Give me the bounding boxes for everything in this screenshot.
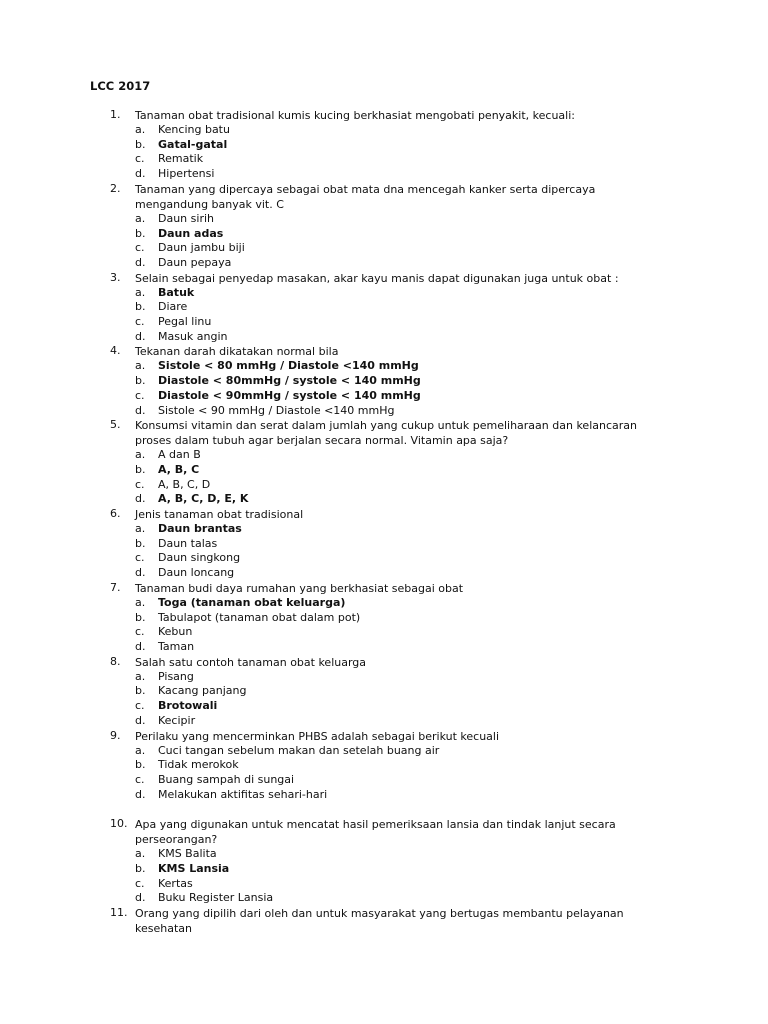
option-text: A, B, C, D, E, K: [158, 492, 249, 506]
question-item: [110, 182, 670, 271]
option-label: d.: [135, 403, 146, 417]
option-label: a.: [135, 123, 146, 136]
option-label: a.: [135, 847, 146, 861]
option-text: Diare: [158, 300, 188, 314]
option-text: Rematik: [158, 152, 204, 166]
answer-option: [135, 152, 670, 167]
answer-option: [135, 478, 670, 493]
option-label: b.: [135, 536, 146, 550]
answer-option: [135, 448, 670, 463]
answer-option: [135, 625, 670, 640]
question-list: [110, 108, 670, 936]
option-text: Gatal-gatal: [158, 137, 228, 151]
question-number: 4.: [110, 344, 121, 358]
answer-option: [135, 773, 670, 788]
question-text: Konsumsi vitamin dan serat dalam jumlah yang cukup untuk pemeliharaan dan kelancaran proses dalam tubuh agar berjalan secara normal. Vitamin apa saja?: [135, 419, 637, 448]
answer-option: [135, 758, 670, 773]
option-label: b.: [135, 137, 146, 151]
answer-option: [135, 463, 670, 478]
answer-option: [135, 330, 670, 345]
option-text: Hipertensi: [158, 167, 215, 181]
option-text: Tabulapot (tanaman obat dalam pot): [158, 610, 361, 624]
option-text: Sistole < 80 mmHg / Diastole <140 mmHg: [158, 359, 419, 373]
option-text: Daun brantas: [158, 522, 242, 536]
answer-option: [135, 359, 670, 374]
option-label: b.: [135, 758, 146, 772]
spacer: [110, 802, 670, 817]
option-label: a.: [135, 595, 146, 609]
answer-option: [135, 492, 670, 507]
option-label: b.: [135, 226, 146, 240]
option-label: b.: [135, 300, 146, 314]
option-label: d.: [135, 167, 146, 181]
option-label: c.: [135, 388, 145, 402]
question-item: [110, 906, 670, 936]
option-text: Melakukan aktifitas sehari-hari: [158, 787, 328, 801]
question-text: Tanaman obat tradisional kumis kucing berkhasiat mengobati penyakit, kecuali:: [135, 109, 575, 122]
option-text: KMS Lansia: [158, 862, 230, 876]
question-text: Jenis tanaman obat tradisional: [135, 508, 304, 522]
option-text: Daun loncang: [158, 566, 235, 580]
question-text: Tanaman yang dipercaya sebagai obat mata dna mencegah kanker serta dipercaya mengandung banyak vit. C: [135, 182, 596, 211]
question-item: [110, 581, 670, 655]
option-text: Pegal linu: [158, 315, 212, 329]
option-label: c.: [135, 551, 145, 565]
option-text: Diastole < 90mmHg / systole < 140 mmHg: [158, 388, 421, 402]
option-text: Daun jambu biji: [158, 241, 245, 255]
answer-option: [135, 389, 670, 404]
option-text: Kebun: [158, 625, 193, 639]
answer-option: [135, 551, 670, 566]
option-label: d.: [135, 787, 146, 801]
question-number: 3.: [110, 270, 121, 284]
answer-option: [135, 212, 670, 227]
question-item: [110, 817, 670, 906]
answer-option: [135, 714, 670, 729]
option-label: a.: [135, 448, 146, 462]
option-label: c.: [135, 315, 145, 329]
option-label: a.: [135, 211, 146, 225]
answer-option: [135, 566, 670, 581]
answer-option: [135, 788, 670, 803]
question-number: 2.: [110, 181, 121, 195]
question-text: Selain sebagai penyedap masakan, akar kayu manis dapat digunakan juga untuk obat :: [135, 271, 619, 285]
option-text: Cuci tangan sebelum makan dan setelah buang air: [158, 743, 440, 757]
option-label: d.: [135, 639, 146, 653]
option-text: Kecipir: [158, 713, 196, 727]
answer-option: [135, 640, 670, 655]
answer-option: [135, 227, 670, 242]
option-label: d.: [135, 713, 146, 727]
answer-option: [135, 123, 670, 138]
answer-option: [135, 286, 670, 301]
option-text: Kertas: [158, 876, 193, 890]
answer-option: [135, 256, 670, 271]
option-text: Daun singkong: [158, 551, 241, 565]
question-number: 8.: [110, 654, 121, 668]
answer-option: [135, 167, 670, 182]
option-text: Daun pepaya: [158, 255, 232, 269]
question-item: [110, 418, 670, 507]
option-text: Pisang: [158, 669, 194, 683]
option-label: c.: [135, 477, 145, 491]
option-text: Taman: [158, 639, 195, 653]
option-label: d.: [135, 891, 146, 905]
option-text: Kencing batu: [158, 123, 230, 136]
option-text: Daun talas: [158, 536, 218, 550]
option-label: b.: [135, 374, 146, 388]
option-text: Diastole < 80mmHg / systole < 140 mmHg: [158, 374, 421, 388]
answer-option: [135, 744, 670, 759]
option-label: a.: [135, 522, 146, 536]
option-label: c.: [135, 772, 145, 786]
answer-option: [135, 241, 670, 256]
option-text: A dan B: [158, 448, 201, 462]
question-text: Salah satu contoh tanaman obat keluarga: [135, 655, 367, 669]
option-label: d.: [135, 329, 146, 343]
option-text: KMS Balita: [158, 847, 217, 861]
question-number: 10.: [110, 817, 128, 831]
option-label: a.: [135, 669, 146, 683]
option-text: Batuk: [158, 285, 195, 299]
question-text: Apa yang digunakan untuk mencatat hasil pemeriksaan lansia dan tindak lanjut secara perseorangan?: [135, 818, 616, 847]
answer-option: [135, 300, 670, 315]
option-label: c.: [135, 241, 145, 255]
option-label: a.: [135, 285, 146, 299]
option-label: d.: [135, 492, 146, 506]
question-number: 9.: [110, 728, 121, 742]
answer-option: [135, 315, 670, 330]
question-text: Tanaman budi daya rumahan yang berkhasiat sebagai obat: [135, 581, 464, 595]
option-text: Kacang panjang: [158, 684, 247, 698]
answer-option: [135, 862, 670, 877]
question-item: [110, 507, 670, 581]
option-label: b.: [135, 862, 146, 876]
question-number: 11.: [110, 906, 128, 920]
option-label: c.: [135, 152, 145, 166]
option-label: b.: [135, 684, 146, 698]
option-text: Buku Register Lansia: [158, 891, 274, 905]
option-label: a.: [135, 359, 146, 373]
option-text: Brotowali: [158, 699, 218, 713]
option-text: Toga (tanaman obat keluarga): [158, 595, 346, 609]
question-text: Perilaku yang mencerminkan PHBS adalah sebagai berikut kecuali: [135, 729, 500, 743]
answer-option: [135, 684, 670, 699]
option-text: Buang sampah di sungai: [158, 772, 295, 786]
answer-option: [135, 670, 670, 685]
option-label: c.: [135, 876, 145, 890]
option-label: b.: [135, 462, 146, 476]
question-item: [110, 108, 670, 182]
answer-option: [135, 138, 670, 153]
answer-option: [135, 374, 670, 389]
option-text: Masuk angin: [158, 329, 228, 343]
answer-option: [135, 596, 670, 611]
option-text: Daun sirih: [158, 211, 214, 225]
option-label: c.: [135, 625, 145, 639]
question-text: Orang yang dipilih dari oleh dan untuk masyarakat yang bertugas membantu pelayanan kesehatan: [135, 907, 624, 936]
option-text: A, B, C: [158, 462, 200, 476]
question-text: Tekanan darah dikatakan normal bila: [135, 345, 339, 359]
question-item: [110, 271, 670, 345]
question-number: 1.: [110, 108, 121, 121]
option-text: Sistole < 90 mmHg / Diastole <140 mmHg: [158, 403, 395, 417]
option-label: d.: [135, 566, 146, 580]
question-number: 6.: [110, 507, 121, 521]
answer-option: [135, 404, 670, 419]
document-title: LCC 2017: [90, 79, 151, 93]
option-label: a.: [135, 743, 146, 757]
question-item: [110, 344, 670, 418]
question-number: 7.: [110, 580, 121, 594]
question-number: 5.: [110, 418, 121, 432]
option-text: A, B, C, D: [158, 477, 211, 491]
answer-option: [135, 537, 670, 552]
answer-option: [135, 522, 670, 537]
answer-option: [135, 877, 670, 892]
answer-option: [135, 847, 670, 862]
option-label: b.: [135, 610, 146, 624]
option-text: Daun adas: [158, 226, 224, 240]
question-item: [110, 655, 670, 729]
answer-option: [135, 611, 670, 626]
answer-option: [135, 699, 670, 714]
option-label: d.: [135, 255, 146, 269]
option-label: c.: [135, 699, 145, 713]
option-text: Tidak merokok: [158, 758, 239, 772]
answer-option: [135, 891, 670, 906]
question-item: [110, 729, 670, 803]
